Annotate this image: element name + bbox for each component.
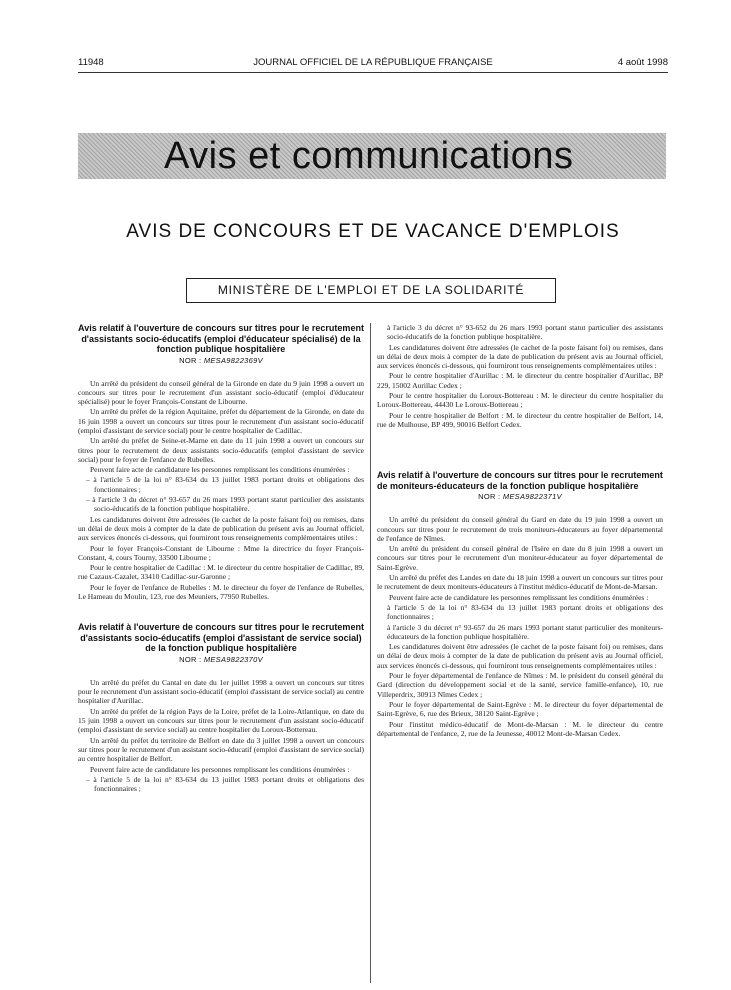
paragraph: Pour le foyer départemental de Saint-Egrève : M. le directeur du foyer départemental de Saint-Egrève, 6, rue des Brieux, 38120 Saint-Egrève ;: [377, 699, 663, 719]
notice-title: Avis relatif à l'ouverture de concours sur titres pour le recrutement d'assistants socio-éducatifs (emploi d'éducateur spécialisé) de la fonction publique hospitalière: [78, 323, 364, 354]
paragraph: Un arrêté du préfet du territoire de Belfort en date du 3 juillet 1998 a ouvert un concours sur titres pour le recrutement d'un assistant socio-éducatif (emploi d'assistant de service social) au centre hospitalier de Belfort.: [78, 735, 364, 764]
paragraph: Un arrêté du président du conseil général du Gard en date du 19 juin 1998 a ouvert un concours sur titres pour le recrutement de trois moniteurs-éducateurs au foyer départemental de l'enfance de Nîmes.: [377, 515, 663, 543]
list-item: – à l'article 5 de la loi n° 83-634 du 13 juillet 1983 portant droits et obligations des fonctionnaires ;: [86, 774, 364, 794]
issue-date: 4 août 1998: [617, 57, 668, 68]
nor-code: MESA9822369V: [203, 355, 263, 365]
column-divider: [370, 323, 371, 983]
page-header: [78, 57, 668, 71]
paragraph: Peuvent faire acte de candidature les personnes remplissant les conditions énumérées :: [90, 465, 350, 475]
paragraph: Un arrêté du préfet du Cantal en date du 1er juillet 1998 a ouvert un concours sur titres pour le recrutement d'un assistant socio-éducatif (emploi d'assistant de service social) au centre hospitalier d'Aurillac.: [78, 677, 364, 706]
paragraph: Pour le foyer François-Constant de Libourne : Mme la directrice du foyer François-Constant, 4, cours Tourny, 33500 Libourne ;: [78, 543, 364, 562]
paragraph: Pour l'institut médico-éducatif de Mont-de-Marsan : M. le directeur du centre départemental de l'enfance, 2, rue de la Jeunesse, 40012 Mont-de-Marsan Cedex.: [377, 719, 663, 738]
paragraph: Les candidatures doivent être adressées (le cachet de la poste faisant foi) ou remises, dans un délai de deux mois à compter de la date de publication du présent avis au Journal officiel, aux services énoncés ci-dessous, qui fourniront tous renseignements complémentaires utiles :: [377, 642, 663, 670]
paragraph: Pour le centre hospitalier d'Aurillac : M. le directeur du centre hospitalier d'Aurillac, BP 229, 15002 Aurillac Cedex ;: [377, 371, 663, 390]
paragraph: Un arrêté du préfet des Landes en date du 18 juin 1998 a ouvert un concours sur titres pour le recrutement de deux moniteurs-éducateurs à l'institut médico-éducatif de Mont-de-Marsan.: [377, 573, 663, 592]
nor-code: MESA9822370V: [203, 654, 263, 664]
paragraph: Un arrêté du préfet de la région Aquitaine, préfet du département de la Gironde, en date du 16 juin 1998 a ouvert un concours sur titres pour le recrutement d'un assistant socio-éducatif (emploi d'assistant de service social) pour le centre hospitalier de Cadillac.: [78, 407, 364, 435]
nor-reference: NOR : MESA9822370V: [179, 654, 263, 664]
paragraph: Les candidatures doivent être adressées (le cachet de la poste faisant foi) ou remises, dans un délai de deux mois à compter de la date de publication du présent avis au Journal officiel, aux services énoncés ci-dessous, qui fourniront tous renseignements complémentaires utiles :: [377, 342, 663, 371]
list-item: à l'article 5 de la loi n° 83-634 du 13 juillet 1983 portant droits et obligations des fonctionnaires ;: [387, 602, 663, 622]
section-banner: [78, 133, 666, 179]
list-item: – à l'article 3 du décret n° 93-657 du 26 mars 1993 portant statut particulier des assistants socio-éducatifs de la fonction publique hospitalière.: [86, 495, 364, 514]
list-item: à l'article 3 du décret n° 93-657 du 26 mars 1993 portant statut particulier des moniteurs-éducateurs de la fonction publique hospitalière.: [387, 622, 663, 641]
nor-reference: NOR : MESA9822371V: [478, 492, 562, 502]
notice-2: [78, 622, 364, 793]
nor-code: MESA9822371V: [502, 492, 562, 502]
journal-title: JOURNAL OFFICIEL DE LA RÉPUBLIQUE FRANÇAISE: [253, 57, 493, 68]
ministry-box: MINISTÈRE DE L'EMPLOI ET DE LA SOLIDARITÉ: [186, 278, 556, 303]
paragraph: Pour le centre hospitalier de Cadillac : M. le directeur du centre hospitalier de Cadillac, 89, rue Cazaux-Cazalet, 33410 Cadillac-sur-Garonne ;: [78, 563, 364, 582]
section-title: AVIS DE CONCOURS ET DE VACANCE D'EMPLOIS: [126, 221, 620, 242]
paragraph: Pour le centre hospitalier du Loroux-Bottereau : M. le directeur du centre hospitalier du Loroux-Bottereau, 44430 Le Loroux-Bottereau ;: [377, 391, 663, 410]
list-item: – à l'article 5 de la loi n° 83-634 du 13 juillet 1983 portant droits et obligations des fonctionnaires ;: [86, 475, 364, 494]
paragraph: Un arrêté du préfet de Seine-et-Marne en date du 11 juin 1998 a ouvert un concours sur titres pour le recrutement de deux assistants socio-éducatifs (emploi d'assistant de service social) pour le foyer de l'enfance de Rubelles.: [78, 436, 364, 464]
notice-3: [377, 470, 663, 738]
notice-title: Avis relatif à l'ouverture de concours sur titres pour le recrutement d'assistants socio-éducatifs (emploi d'assistant de service social) de la fonction publique hospitalière: [78, 622, 364, 654]
list-item: à l'article 3 du décret n° 93-652 du 26 mars 1993 portant statut particulier des assistants socio-éducatifs de la fonction publique hospitalière.: [387, 323, 663, 342]
paragraph: Un arrêté du préfet de la région Pays de la Loire, préfet de la Loire-Atlantique, en date du 15 juin 1998 a ouvert un concours sur titres pour le recrutement d'un assistant socio-éducatif (emploi d'assistant de service social) au centre hospitalier du Loroux-Bottereau.: [78, 706, 364, 735]
notice-1: [78, 323, 364, 601]
paragraph: Peuvent faire acte de candidature les personnes remplissant les conditions énumérées :: [90, 764, 350, 774]
paragraph: Pour le foyer de l'enfance de Rubelles : M. le directeur du foyer de l'enfance de Rubelles, Le Hameau du Moulin, 123, rue des Meuniers, 77950 Rubelles.: [78, 582, 364, 602]
paragraph: Pour le foyer départemental de l'enfance de Nîmes : M. le président du conseil général du Gard (direction du développement social et de la santé, service famille-enfance), 10, rue Villeperdrix, 30913 Nîmes Cedex ;: [377, 671, 663, 699]
paragraph: Un arrêté du président du conseil général de l'Isère en date du 8 juin 1998 a ouvert un concours sur titres pour le recrutement d'un moniteur-éducateur au foyer départemental de Saint-Egrève.: [377, 544, 663, 572]
paragraph: Pour le centre hospitalier de Belfort : M. le directeur du centre hospitalier de Belfort, 14, rue de Mulhouse, BP 499, 90016 Belfort Cedex.: [377, 410, 663, 429]
paragraph: Un arrêté du président du conseil général de la Gironde en date du 9 juin 1998 a ouvert un concours sur titres pour le recrutement d'un assistant socio-éducatif (emploi d'éducateur spécialisé) pour le foyer François-Constant de Libourne.: [78, 378, 364, 407]
banner-title: Avis et communications: [164, 135, 574, 177]
header-rule: [78, 72, 668, 73]
notice-2-continued: [377, 323, 663, 429]
paragraph: Peuvent faire acte de candidature les personnes remplissant les conditions énumérées :: [389, 592, 649, 602]
paragraph: Les candidatures doivent être adressées (le cachet de la poste faisant foi) ou remises, dans un délai de deux mois à compter de la date de publication du présent avis au Journal officiel, aux services énoncés ci-dessous, qui fourniront tous renseignements complémentaires utiles :: [78, 514, 364, 543]
left-column: [78, 323, 364, 794]
notice-title: Avis relatif à l'ouverture de concours sur titres pour le recrutement de moniteurs-éducateurs de la fonction publique hospitalière: [377, 470, 663, 491]
nor-reference: NOR : MESA9822369V: [179, 355, 263, 365]
right-column: [377, 323, 663, 739]
page-number: 11948: [78, 57, 104, 68]
